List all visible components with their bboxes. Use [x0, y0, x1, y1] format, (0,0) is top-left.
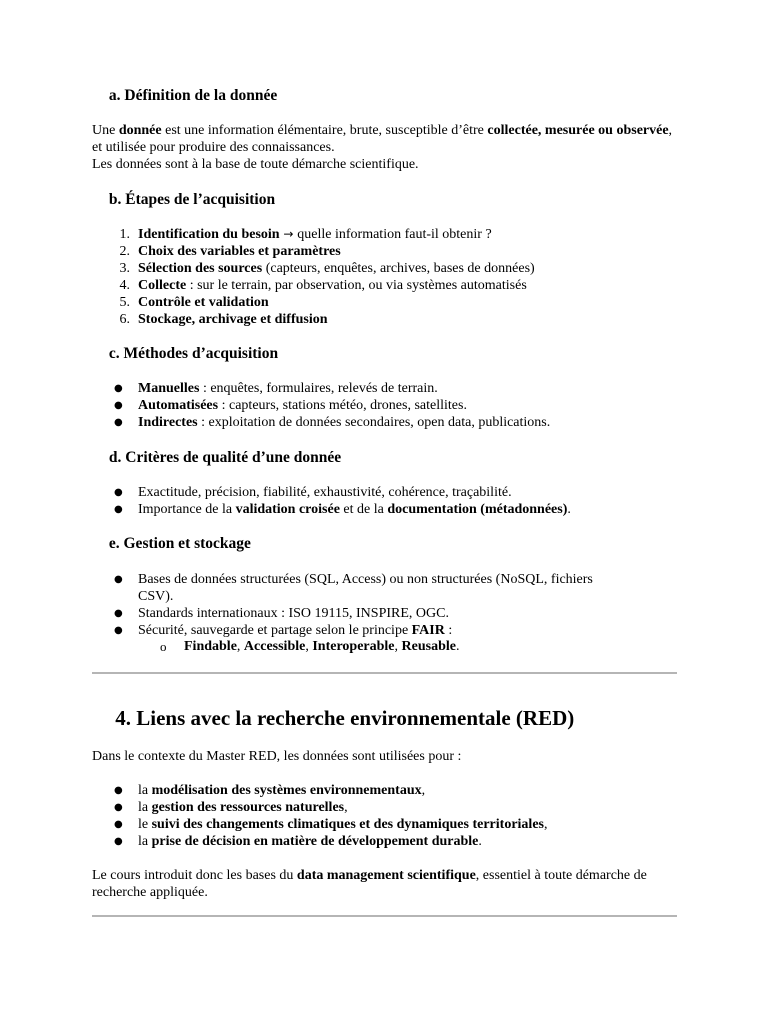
heading-gestion: e. Gestion et stockage: [108, 535, 251, 552]
bullet-icon: ●: [114, 574, 123, 585]
red-uses-list: [92, 782, 677, 850]
list-item: ● Bases de données structurées (SQL, Access) ou non structurées (NoSQL, fichiers CSV).: [114, 572, 593, 604]
divider: [92, 915, 677, 917]
red-conclusion: Le cours introduit donc les bases du data management scientifique, essentiel à toute démarche de recherche appliquée.: [92, 868, 647, 900]
heading-criteres: d. Critères de qualité d’une donnée: [108, 449, 342, 466]
bullet-icon: ●: [114, 836, 123, 847]
list-item: 2. Choix des variables et paramètres: [119, 244, 341, 259]
bullet-icon: ●: [114, 383, 123, 394]
gestion-list: [92, 571, 677, 639]
bullet-icon: ●: [114, 608, 123, 619]
list-item: ● Sécurité, sauvegarde et partage selon le principe FAIR :: [114, 623, 453, 638]
etapes-list: [92, 226, 677, 328]
list-item: ● Importance de la validation croisée et de la documentation (métadonnées).: [114, 502, 571, 517]
methodes-list: [92, 380, 677, 431]
list-item: ● la gestion des ressources naturelles,: [114, 800, 348, 815]
list-item: ● la prise de décision en matière de développement durable.: [114, 834, 482, 849]
list-item: ● Standards internationaux : ISO 19115, INSPIRE, OGC.: [114, 606, 449, 621]
heading-definition: a. Définition de la donnée: [108, 87, 278, 104]
fair-sublist: [92, 638, 677, 655]
bullet-icon: ●: [114, 487, 123, 498]
list-item: 3. Sélection des sources (capteurs, enquêtes, archives, bases de données): [119, 261, 535, 276]
heading-etapes: b. Étapes de l’acquisition: [108, 191, 276, 208]
circle-bullet-icon: o: [160, 639, 167, 654]
list-item: 4. Collecte : sur le terrain, par observation, ou via systèmes automatisés: [119, 278, 527, 293]
red-intro: Dans le contexte du Master RED, les données sont utilisées pour :: [92, 749, 462, 764]
list-item: o Findable, Accessible, Interoperable, Reusable.: [160, 639, 460, 654]
definition-paragraph: Une donnée est une information élémentaire, brute, susceptible d’être collectée, mesurée ou observée, et utilisée pour produire des connaissances. Les données sont à la base de toute démarche scientifique.: [92, 123, 673, 172]
divider: [92, 672, 677, 674]
list-item: 6. Stockage, archivage et diffusion: [119, 312, 328, 327]
list-item: ● la modélisation des systèmes environnementaux,: [114, 783, 426, 798]
bullet-icon: ●: [114, 504, 123, 515]
list-item: ● Indirectes : exploitation de données secondaires, open data, publications.: [114, 415, 551, 430]
list-item: 1. Identification du besoin → quelle information faut-il obtenir ?: [119, 227, 492, 242]
list-item: 5. Contrôle et validation: [119, 295, 269, 310]
bullet-icon: ●: [114, 400, 123, 411]
bullet-icon: ●: [114, 417, 123, 428]
bullet-icon: ●: [114, 625, 123, 636]
list-item: ● Automatisées : capteurs, stations météo, drones, satellites.: [114, 398, 467, 413]
heading-liens-red: 4. Liens avec la recherche environnementale (RED): [115, 706, 575, 730]
criteres-list: [92, 484, 677, 518]
bullet-icon: ●: [114, 802, 123, 813]
heading-methodes: c. Méthodes d’acquisition: [108, 345, 279, 362]
bullet-icon: ●: [114, 785, 123, 796]
bullet-icon: ●: [114, 819, 123, 830]
list-item: ● Manuelles : enquêtes, formulaires, relevés de terrain.: [114, 381, 438, 396]
list-item: ● le suivi des changements climatiques et des dynamiques territoriales,: [114, 817, 548, 832]
list-item: ● Exactitude, précision, fiabilité, exhaustivité, cohérence, traçabilité.: [114, 485, 512, 500]
